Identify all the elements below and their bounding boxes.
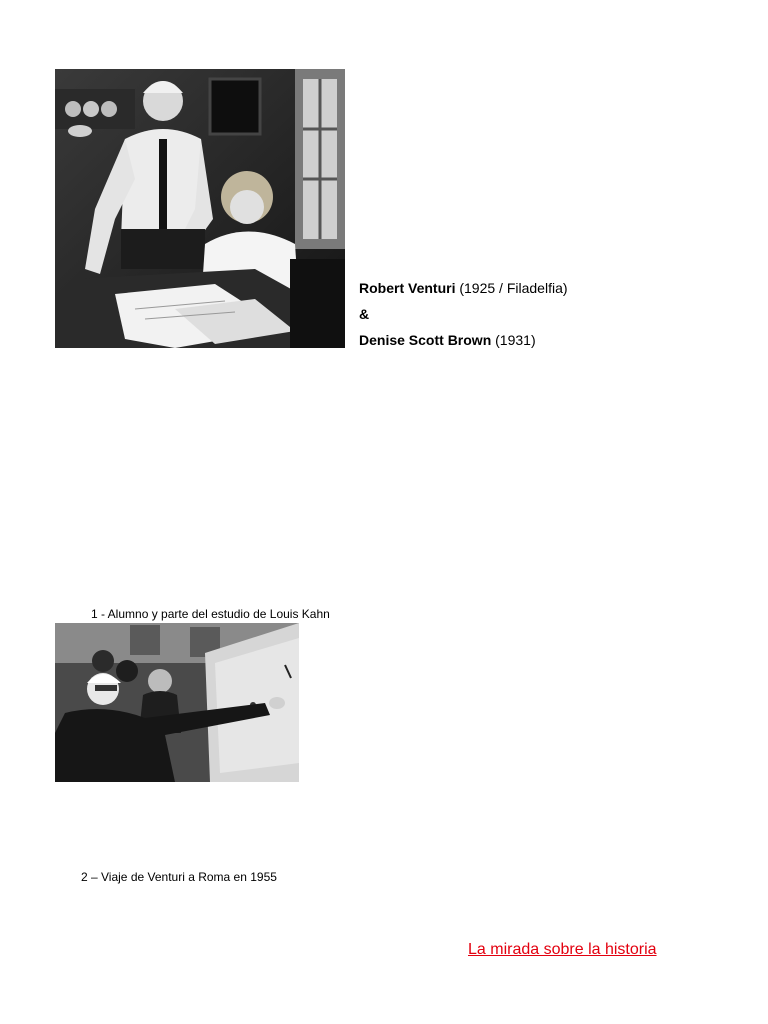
name-line-scott-brown	[359, 327, 568, 353]
ampersand-line	[359, 301, 568, 327]
kahn-studio-photo-drawing	[55, 623, 299, 782]
scott-brown-name: Denise Scott Brown	[359, 332, 492, 348]
venturi-name: Robert Venturi	[359, 280, 456, 296]
venturi-detail: (1925 / Filadelfia)	[459, 280, 568, 296]
portrait-photo	[55, 69, 345, 348]
architects-names	[359, 275, 568, 353]
history-link[interactable]: La mirada sobre la historia	[468, 941, 657, 958]
scott-brown-detail: (1931)	[495, 332, 536, 348]
kahn-studio-photo	[55, 623, 299, 782]
name-line-venturi	[359, 275, 568, 301]
caption-kahn-studio: 1 - Alumno y parte del estudio de Louis Kahn	[91, 607, 330, 621]
caption-rome-trip: 2 – Viaje de Venturi a Roma en 1955	[81, 870, 277, 884]
portrait-photo-drawing	[55, 69, 345, 348]
ampersand: &	[359, 306, 370, 322]
